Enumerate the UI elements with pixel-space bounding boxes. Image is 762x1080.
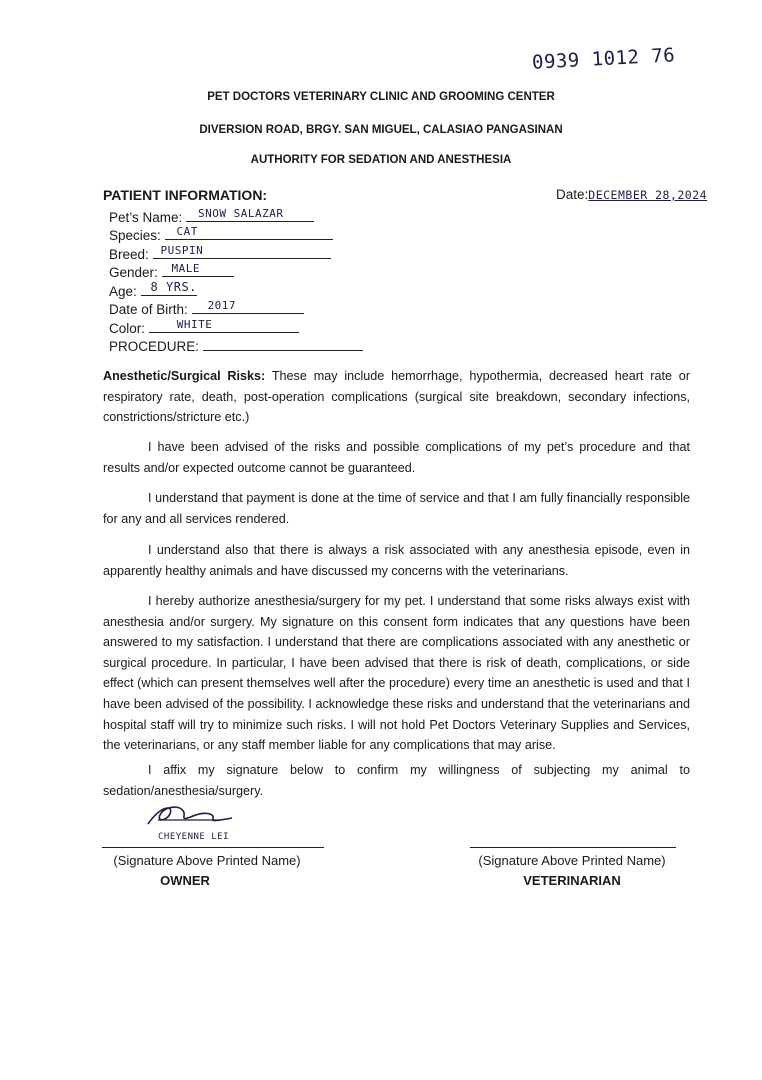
age-value: 8 YRS. (150, 280, 197, 294)
date-label: Date: (556, 187, 589, 202)
owner-role-label: OWNER (160, 873, 210, 888)
color-value: WHITE (176, 318, 213, 331)
consent-paragraph-5: I affix my signature below to confirm my willingness of subjecting my animal to sedation/anesthesia/surgery. (103, 763, 690, 798)
risks-label: Anesthetic/Surgical Risks: (103, 369, 266, 383)
vet-signature-caption: (Signature Above Printed Name) (478, 853, 666, 868)
patient-info-heading: PATIENT INFORMATION: (103, 187, 268, 203)
owner-signature-caption: (Signature Above Printed Name) (113, 853, 301, 868)
owner-signature-scribble (140, 800, 240, 832)
breed-value: PUSPIN (160, 244, 204, 257)
consent-paragraph-2: I understand that payment is done at the time of service and that I am fully financially responsible for any and all services rendered. (103, 491, 690, 526)
consent-paragraph-3: I understand also that there is always a risk associated with any anesthesia episode, even in apparently healthy animals and have discussed my concerns with the veterinarians. (103, 543, 690, 578)
vet-signature-line[interactable] (470, 847, 676, 848)
clinic-address: DIVERSION ROAD, BRGY. SAN MIGUEL, CALASIAO PANGASINAN (199, 124, 563, 136)
age-label: Age: (109, 284, 137, 299)
gender-value: MALE (171, 262, 201, 275)
risks-paragraph (103, 366, 690, 428)
pet-name-value: SNOW SALAZAR (198, 207, 284, 220)
form-title: AUTHORITY FOR SEDATION AND ANESTHESIA (250, 154, 512, 166)
risks-text: These may include hemorrhage, hypothermia, decreased heart rate or respiratory rate, death, post-operation complications (surgical site breakdown, secondary infections, constrictions/stricture etc.) (103, 369, 691, 425)
owner-printed-name: CHEYENNE LEI (158, 832, 230, 842)
age-field[interactable] (109, 280, 197, 299)
color-label: Color: (109, 321, 146, 336)
breed-label: Breed: (109, 247, 149, 262)
procedure-field[interactable] (109, 335, 363, 354)
breed-field[interactable] (109, 243, 331, 262)
gender-label: Gender: (109, 265, 158, 280)
pet-name-field[interactable] (109, 206, 314, 225)
dob-field[interactable] (109, 298, 304, 317)
handwritten-annotation: 0939 1012 76 (531, 44, 676, 74)
consent-paragraph-4: I hereby authorize anesthesia/surgery for my pet. I understand that some risks always exist with anesthesia and/or surgery. My signature on this consent form indicates that any questions have been answered to my satisfaction. I understand that there are complications associated with any anesthetic or surgical procedure. In particular, I have been advised that there is risk of death, complications, or side effect (which can present themselves well after the procedure) every time an anesthetic is used and that I have been advised of the possibility. I acknowledge these risks and understand that the veterinarians and hospital staff will try to minimize such risks. I will not hold Pet Doctors Veterinary Supplies and Services, the veterinarians, or any staff member liable for any complications that may arise. (103, 594, 690, 753)
date-field[interactable] (556, 187, 707, 202)
dob-label: Date of Birth: (109, 302, 188, 317)
pet-name-label: Pet’s Name: (109, 210, 183, 225)
species-value: CAT (176, 225, 198, 238)
gender-field[interactable] (109, 261, 234, 280)
species-field[interactable] (109, 224, 333, 243)
date-value: DECEMBER 28,2024 (588, 188, 708, 202)
clinic-name: PET DOCTORS VETERINARY CLINIC AND GROOMING CENTER (207, 91, 555, 103)
procedure-label: PROCEDURE: (109, 339, 200, 354)
color-field[interactable] (109, 317, 299, 336)
vet-role-label: VETERINARIAN (523, 873, 621, 888)
consent-paragraph-1: I have been advised of the risks and possible complications of my pet’s procedure and that results and/or expected outcome cannot be guaranteed. (103, 440, 690, 475)
species-label: Species: (109, 228, 161, 243)
owner-signature-line[interactable] (102, 847, 324, 848)
dob-value: 2017 (207, 299, 237, 312)
